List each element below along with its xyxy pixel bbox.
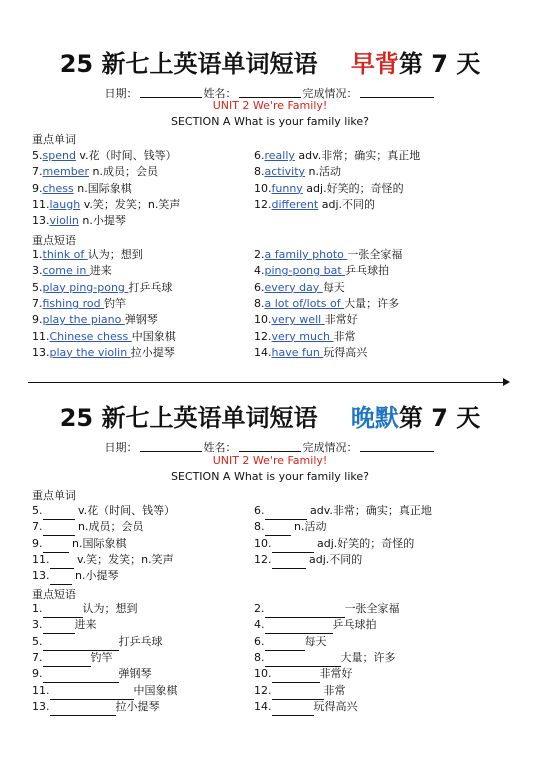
english-phrase: a lot of/lots of (264, 296, 345, 310)
item-number: 13. (32, 214, 50, 228)
phrase-blank-item (254, 618, 377, 634)
item-number: 9. (32, 536, 43, 550)
word-item (254, 165, 341, 179)
answer-blank[interactable] (265, 521, 291, 536)
chinese-meaning: 玩得高兴 (313, 699, 358, 713)
answer-blank[interactable] (43, 636, 119, 651)
item-number: 11. (32, 683, 50, 697)
name-label: 姓名： (203, 87, 237, 100)
morning-title-day: 第 7 天 (398, 50, 481, 78)
word-blank-item (32, 520, 143, 536)
phrase-item (254, 313, 358, 327)
word-blank-item (32, 537, 126, 553)
chinese-meaning: adj.好笑的；奇怪的 (313, 536, 415, 550)
item-number: 9. (32, 313, 43, 327)
chinese-meaning: 大量；许多 (340, 650, 396, 664)
evening-phrases-heading: 重点短语 (32, 588, 76, 601)
word-item (32, 198, 180, 212)
divider-arrow (28, 382, 504, 383)
phrase-item (254, 281, 345, 295)
english-phrase: play the piano (42, 313, 125, 327)
chinese-meaning: 弹钢琴 (118, 667, 152, 681)
evening-info-line (0, 439, 540, 455)
chinese-meaning: n.国际象棋 (68, 536, 127, 550)
item-number: 6. (254, 149, 265, 162)
phrase-item (32, 346, 175, 360)
arrow-head-icon (503, 378, 510, 386)
item-number: 10. (254, 536, 272, 550)
phrase-blank-item (254, 651, 396, 667)
date-label: 日期： (104, 87, 138, 100)
chinese-meaning: 拉小提琴 (115, 699, 160, 713)
phrase-blank-item (32, 667, 152, 683)
chinese-meaning: 乒乓球拍 (345, 264, 390, 278)
answer-blank[interactable] (272, 685, 324, 700)
english-word: activity (264, 165, 306, 179)
phrase-blank-item (32, 700, 160, 716)
english-word: violin (49, 214, 79, 228)
item-number: 12. (254, 197, 272, 211)
chinese-meaning: 每天 (304, 634, 327, 648)
english-phrase: very well (271, 313, 325, 327)
chinese-meaning: 进来 (89, 264, 112, 278)
morning-title-main: 25 新七上英语单词短语 (59, 50, 318, 78)
chinese-meaning: n.活动 (305, 165, 342, 179)
english-word: really (264, 149, 295, 162)
date-blank (140, 97, 202, 98)
english-phrase: every day (264, 280, 323, 294)
answer-blank[interactable] (43, 603, 83, 618)
phrase-blank-item (254, 635, 327, 651)
word-item (254, 149, 420, 163)
chinese-meaning: adj.好笑的；奇怪的 (302, 181, 404, 195)
answer-blank[interactable] (265, 652, 341, 667)
morning-phrases-heading: 重点短语 (32, 234, 76, 247)
chinese-meaning: 打乒乓球 (128, 280, 173, 294)
chinese-meaning: n.小提琴 (78, 214, 126, 228)
morning-title-highlight: 早背 (350, 50, 399, 78)
word-item (32, 165, 158, 179)
item-number: 13. (32, 699, 50, 713)
word-blank-item (254, 553, 362, 569)
phrase-blank-item (32, 602, 138, 618)
answer-blank[interactable] (265, 619, 333, 634)
morning-title (0, 44, 540, 79)
chinese-meaning: 中国象棋 (133, 683, 178, 697)
name-blank (239, 97, 301, 98)
word-item (32, 149, 177, 163)
english-phrase: very much (271, 329, 334, 343)
chinese-meaning: n.活动 (290, 520, 327, 534)
chinese-meaning: n.小提琴 (71, 569, 119, 583)
item-number: 13. (32, 345, 50, 359)
item-number: 8. (254, 296, 265, 310)
english-word: chess (42, 181, 74, 195)
chinese-meaning: adv.非常；确实；真正地 (306, 504, 432, 517)
english-word: different (271, 197, 319, 211)
english-word: funny (271, 181, 303, 195)
phrase-blank-item (254, 602, 400, 618)
chinese-meaning: 非常好 (319, 667, 353, 681)
phrase-item (32, 297, 126, 311)
word-item (254, 182, 404, 196)
english-phrase: have fun (271, 345, 324, 359)
item-number: 12. (254, 683, 272, 697)
english-word: spend (42, 149, 76, 162)
chinese-meaning: 钓竿 (90, 650, 113, 664)
evening-section-title: SECTION A What is your family like? (170, 470, 370, 483)
answer-blank[interactable] (265, 603, 345, 618)
english-phrase: a family photo (264, 248, 348, 261)
word-blank-item (254, 520, 326, 536)
evening-title-highlight: 晚默 (350, 404, 399, 432)
item-number: 10. (254, 313, 272, 327)
item-number: 9. (32, 667, 43, 681)
answer-blank[interactable] (43, 505, 75, 520)
answer-blank[interactable] (43, 668, 119, 683)
item-number: 7. (32, 520, 43, 534)
chinese-meaning: v.笑；发笑；n.笑声 (73, 552, 174, 566)
morning-unit-title: UNIT 2 We're Family! (212, 99, 328, 112)
chinese-meaning: n.成员；会员 (88, 165, 158, 179)
word-blank-item (32, 504, 175, 520)
item-number: 12. (254, 329, 272, 343)
phrase-item (32, 248, 143, 262)
english-phrase: come in (42, 264, 90, 278)
evening-title-day: 第 7 天 (398, 404, 481, 432)
english-phrase: Chinese chess (49, 329, 132, 343)
chinese-meaning: adj.不同的 (318, 197, 375, 211)
chinese-meaning: 拉小提琴 (130, 345, 175, 359)
chinese-meaning: v.花（时间、钱等） (75, 149, 177, 162)
chinese-meaning: 认为；想到 (87, 248, 143, 261)
item-number: 9. (32, 181, 43, 195)
item-number: 5. (32, 504, 43, 517)
phrase-blank-item (254, 684, 346, 700)
phrase-blank-item (32, 618, 97, 634)
phrase-item (254, 297, 399, 311)
morning-section-title: SECTION A What is your family like? (170, 115, 370, 128)
item-number: 11. (32, 197, 50, 211)
chinese-meaning: 乒乓球拍 (332, 618, 377, 632)
chinese-meaning: adj.不同的 (305, 552, 363, 566)
status-blank (360, 97, 434, 98)
evening-title (0, 398, 540, 433)
name-label: 姓名： (203, 441, 237, 454)
date-label: 日期： (104, 441, 138, 454)
item-number: 7. (32, 296, 43, 310)
status-blank (360, 451, 434, 452)
phrase-item (32, 281, 172, 295)
english-word: laugh (49, 197, 81, 211)
phrase-item (32, 264, 112, 278)
english-phrase: play the violin (49, 345, 131, 359)
item-number: 6. (254, 280, 265, 294)
english-word: member (42, 165, 89, 179)
word-blank-item (32, 553, 174, 569)
answer-blank[interactable] (272, 668, 320, 683)
chinese-meaning: 打乒乓球 (118, 634, 163, 648)
answer-blank[interactable] (265, 505, 307, 520)
phrase-blank-item (32, 635, 163, 651)
phrase-blank-item (254, 667, 353, 683)
item-number: 5. (32, 149, 43, 162)
item-number: 8. (254, 650, 265, 664)
phrase-blank-item (32, 651, 113, 667)
word-blank-item (254, 504, 432, 520)
evening-words-heading: 重点单词 (32, 489, 76, 502)
item-number: 10. (254, 667, 272, 681)
answer-blank[interactable] (50, 701, 116, 716)
item-number: 3. (32, 264, 43, 278)
word-blank-item (32, 569, 118, 585)
item-number: 13. (32, 569, 50, 583)
chinese-meaning: n.成员；会员 (74, 520, 144, 534)
word-item (32, 214, 126, 228)
evening-unit-title: UNIT 2 We're Family! (212, 454, 328, 467)
answer-blank[interactable] (43, 538, 69, 553)
word-item (254, 198, 375, 212)
item-number: 12. (254, 552, 272, 566)
status-label: 完成情况： (302, 87, 358, 100)
evening-title-main: 25 新七上英语单词短语 (59, 404, 318, 432)
chinese-meaning: 非常 (323, 683, 346, 697)
answer-blank[interactable] (43, 652, 91, 667)
chinese-meaning: adv.非常；确实；真正地 (294, 149, 421, 162)
phrase-item (32, 330, 176, 344)
item-number: 2. (254, 248, 265, 261)
chinese-meaning: 中国象棋 (131, 329, 176, 343)
chinese-meaning: 非常 (333, 329, 356, 343)
phrase-item (32, 313, 158, 327)
item-number: 1. (32, 602, 43, 615)
english-phrase: think of (42, 248, 88, 261)
answer-blank[interactable] (265, 636, 305, 651)
item-number: 6. (254, 504, 265, 517)
answer-blank[interactable] (272, 554, 306, 569)
phrase-item (254, 264, 389, 278)
answer-blank[interactable] (43, 521, 75, 536)
status-label: 完成情况： (302, 441, 358, 454)
chinese-meaning: 每天 (322, 280, 345, 294)
phrase-blank-item (254, 700, 358, 716)
chinese-meaning: v.笑；发笑；n.笑声 (80, 197, 181, 211)
phrase-item (254, 346, 367, 360)
chinese-meaning: 大量；许多 (344, 296, 400, 310)
english-phrase: fishing rod (42, 296, 105, 310)
phrase-blank-item (32, 684, 178, 700)
chinese-meaning: v.花（时间、钱等） (74, 504, 176, 517)
item-number: 7. (32, 165, 43, 179)
answer-blank[interactable] (50, 570, 72, 585)
english-phrase: play ping-pong (42, 280, 129, 294)
chinese-meaning: 认为；想到 (82, 602, 138, 615)
item-number: 2. (254, 602, 265, 615)
answer-blank[interactable] (50, 685, 134, 700)
chinese-meaning: n.国际象棋 (73, 181, 132, 195)
chinese-meaning: 非常好 (324, 313, 358, 327)
chinese-meaning: 一张全家福 (344, 602, 400, 615)
answer-blank[interactable] (272, 538, 314, 553)
item-number: 11. (32, 329, 50, 343)
item-number: 14. (254, 345, 272, 359)
chinese-meaning: 进来 (74, 618, 97, 632)
morning-words-heading: 重点单词 (32, 133, 76, 146)
answer-blank[interactable] (50, 554, 74, 569)
item-number: 5. (32, 280, 43, 294)
item-number: 4. (254, 264, 265, 278)
english-phrase: ping-pong bat (264, 264, 346, 278)
phrase-item (254, 248, 402, 262)
phrase-item (254, 330, 356, 344)
item-number: 4. (254, 618, 265, 632)
answer-blank[interactable] (272, 701, 314, 716)
date-blank (140, 451, 202, 452)
word-item (32, 182, 132, 196)
chinese-meaning: 玩得高兴 (323, 345, 368, 359)
item-number: 1. (32, 248, 43, 261)
item-number: 3. (32, 618, 43, 632)
answer-blank[interactable] (43, 619, 75, 634)
item-number: 7. (32, 650, 43, 664)
item-number: 6. (254, 634, 265, 648)
word-blank-item (254, 537, 414, 553)
chinese-meaning: 一张全家福 (347, 248, 403, 261)
item-number: 14. (254, 699, 272, 713)
item-number: 10. (254, 181, 272, 195)
item-number: 11. (32, 552, 50, 566)
item-number: 8. (254, 165, 265, 179)
name-blank (239, 451, 301, 452)
chinese-meaning: 钓竿 (104, 296, 127, 310)
chinese-meaning: 弹钢琴 (124, 313, 158, 327)
item-number: 8. (254, 520, 265, 534)
item-number: 5. (32, 634, 43, 648)
